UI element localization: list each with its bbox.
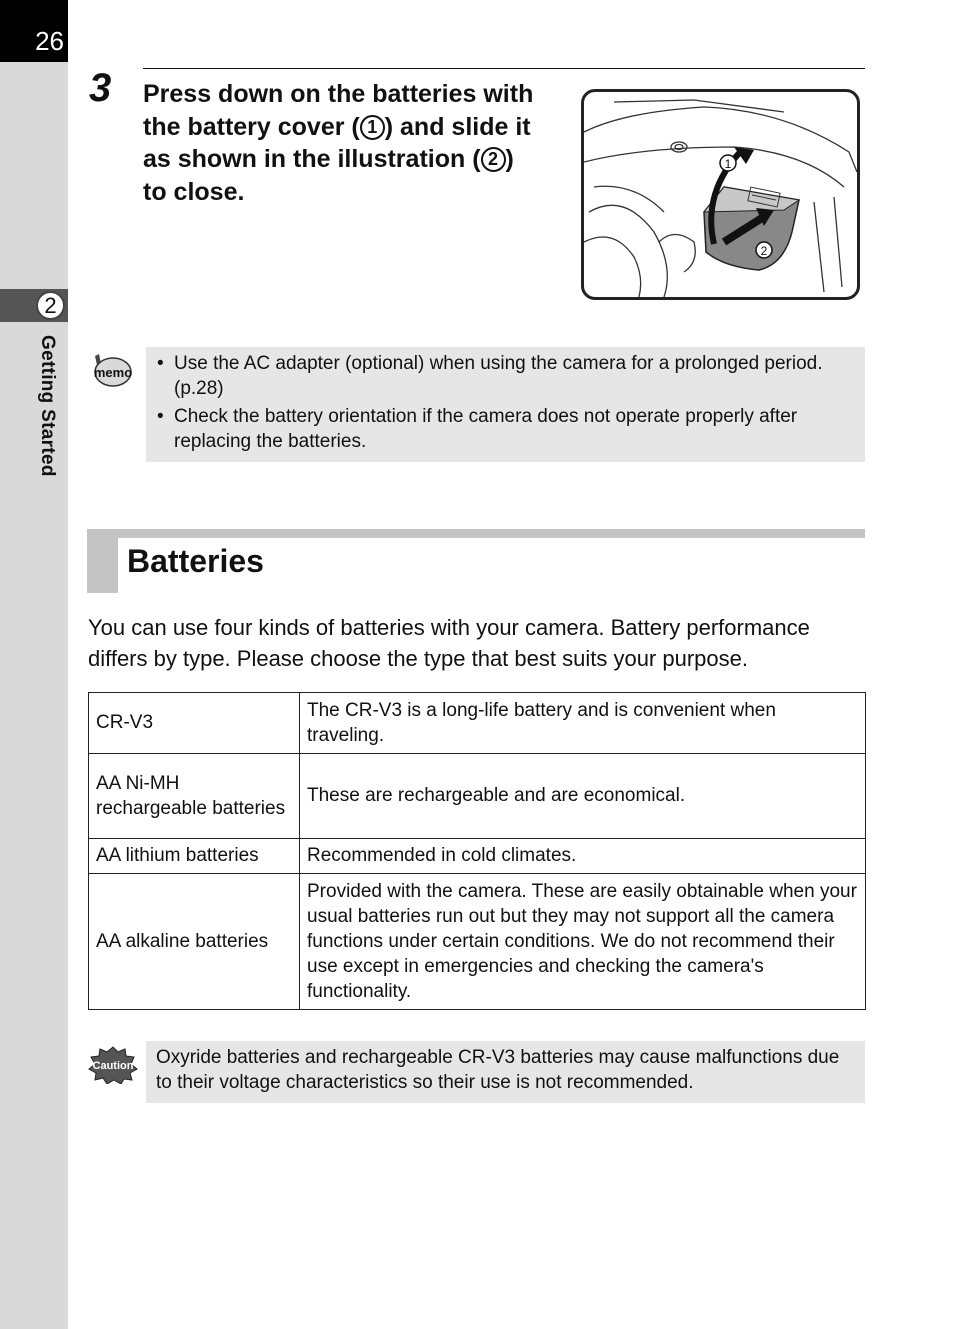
- callout-2: 2: [760, 244, 768, 258]
- table-row: [89, 839, 866, 874]
- battery-type-cell: AA alkaline batteries: [89, 874, 300, 1010]
- memo-list: [156, 351, 855, 454]
- section-title: Batteries: [127, 543, 264, 579]
- memo-icon-label: memo: [93, 365, 133, 380]
- chapter-strip: [0, 0, 68, 1329]
- chapter-title: Getting Started: [37, 335, 58, 477]
- page-number-box: [0, 0, 68, 62]
- callout-1: 1: [724, 157, 732, 171]
- memo-icon: [89, 350, 133, 390]
- section-intro: You can use four kinds of batteries with your camera. Battery performance differs by type. Please choose the type that best suits your purpose.: [88, 615, 810, 671]
- section-header-tab: [87, 529, 118, 593]
- table-row: [89, 874, 866, 1010]
- battery-desc-cell: Provided with the camera. These are easily obtainable when your usual batteries run out but they may not support all the camera functions under certain conditions. We do not recommend their use except in emergencies and checking the camera's functionality.: [300, 874, 866, 1010]
- camera-bottom-drawing: [584, 92, 857, 297]
- battery-type-cell: CR-V3: [89, 693, 300, 754]
- step-marker-1: 1: [360, 115, 385, 140]
- step-marker-2: 2: [481, 147, 506, 172]
- caution-icon-label: Caution: [92, 1060, 134, 1072]
- table-row: [89, 754, 866, 839]
- step-text-part2: ) and slide it as shown in the illustration (: [143, 112, 531, 173]
- battery-type-cell: AA Ni-MH rechargeable batteries: [89, 754, 300, 839]
- table-row: [89, 693, 866, 754]
- memo-box: [146, 347, 865, 462]
- battery-desc-cell: Recommended in cold climates.: [300, 839, 866, 874]
- step-text-part3: ) to close.: [143, 145, 514, 206]
- section-header-bar: [87, 529, 865, 538]
- step-number: 3: [89, 66, 112, 110]
- memo-item: • Use the AC adapter (optional) when using the camera for a prolonged period. (p.28): [156, 351, 855, 401]
- step-rule: [143, 68, 865, 69]
- battery-desc-cell: The CR-V3 is a long-life battery and is convenient when traveling.: [300, 693, 866, 754]
- caution-box: [146, 1041, 865, 1103]
- caution-icon: [88, 1046, 138, 1084]
- battery-type-cell: AA lithium batteries: [89, 839, 300, 874]
- chapter-number: 2: [36, 291, 65, 320]
- memo-item: • Check the battery orientation if the camera does not operate properly after replacing the batteries.: [156, 404, 855, 454]
- step-text-part1: Press down on the batteries with the battery cover (: [143, 80, 534, 141]
- caution-text: Oxyride batteries and rechargeable CR-V3 batteries may cause malfunctions due to their voltage characteristics so their use is not recommended.: [156, 1047, 840, 1093]
- page-number: 26: [35, 26, 64, 56]
- battery-cover-illustration: [581, 89, 860, 300]
- step-instruction: [143, 78, 538, 208]
- battery-desc-cell: These are rechargeable and are economical.: [300, 754, 866, 839]
- battery-table: [88, 692, 866, 1010]
